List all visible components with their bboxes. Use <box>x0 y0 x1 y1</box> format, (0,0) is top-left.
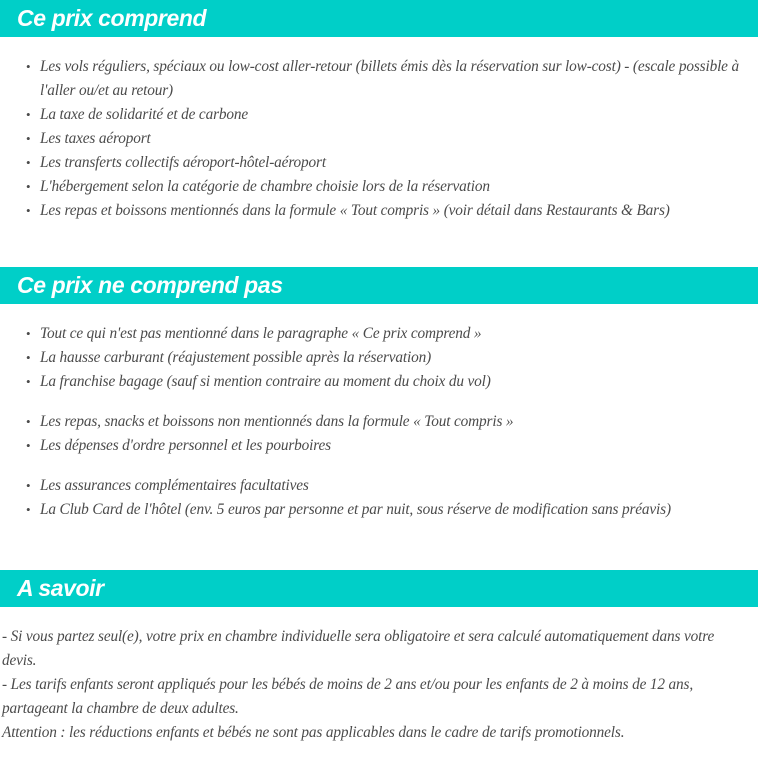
section-body-includes <box>0 37 758 223</box>
section-gap <box>0 223 758 267</box>
section-gap <box>0 522 758 570</box>
list-item: • L'hébergement selon la catégorie de chambre choisie lors de la réservation <box>0 175 758 199</box>
list-item: • La taxe de solidarité et de carbone <box>0 103 758 127</box>
list-item: • Les vols réguliers, spéciaux ou low-cost aller-retour (billets émis dès la réservation sur low-cost) - (escale possible à l'aller ou/et au retour) <box>0 55 758 103</box>
excludes-list <box>0 322 758 522</box>
section-heading-includes: Ce prix comprend <box>0 0 758 37</box>
note-paragraph: Attention : les réductions enfants et bébés ne sont pas applicables dans le cadre de tarifs promotionnels. <box>2 724 625 741</box>
list-item: • La franchise bagage (sauf si mention contraire au moment du choix du vol) <box>0 370 758 394</box>
list-item: • Les repas et boissons mentionnés dans la formule « Tout compris » (voir détail dans Restaurants & Bars) <box>0 199 758 223</box>
section-heading-note: A savoir <box>0 570 758 607</box>
section-body-note <box>0 607 758 745</box>
list-item: • Les repas, snacks et boissons non mentionnés dans la formule « Tout compris » <box>0 410 758 434</box>
list-item: • La hausse carburant (réajustement possible après la réservation) <box>0 346 758 370</box>
note-paragraph: - Si vous partez seul(e), votre prix en chambre individuelle sera obligatoire et sera calculé automatiquement dans votre devis. <box>2 628 715 669</box>
includes-list <box>0 55 758 223</box>
list-item: • Les dépenses d'ordre personnel et les pourboires <box>0 434 758 458</box>
list-item: • La Club Card de l'hôtel (env. 5 euros par personne et par nuit, sous réserve de modification sans préavis) <box>0 498 758 522</box>
section-heading-excludes: Ce prix ne comprend pas <box>0 267 758 304</box>
note-paragraph: - Les tarifs enfants seront appliqués pour les bébés de moins de 2 ans et/ou pour les enfants de 2 à moins de 12 ans, partageant la chambre de deux adultes. <box>2 676 694 717</box>
list-item: • Les assurances complémentaires facultatives <box>0 474 758 498</box>
list-item: • Tout ce qui n'est pas mentionné dans le paragraphe « Ce prix comprend » <box>0 322 758 346</box>
list-item: • Les taxes aéroport <box>0 127 758 151</box>
list-item: • Les transferts collectifs aéroport-hôtel-aéroport <box>0 151 758 175</box>
section-body-excludes <box>0 304 758 522</box>
